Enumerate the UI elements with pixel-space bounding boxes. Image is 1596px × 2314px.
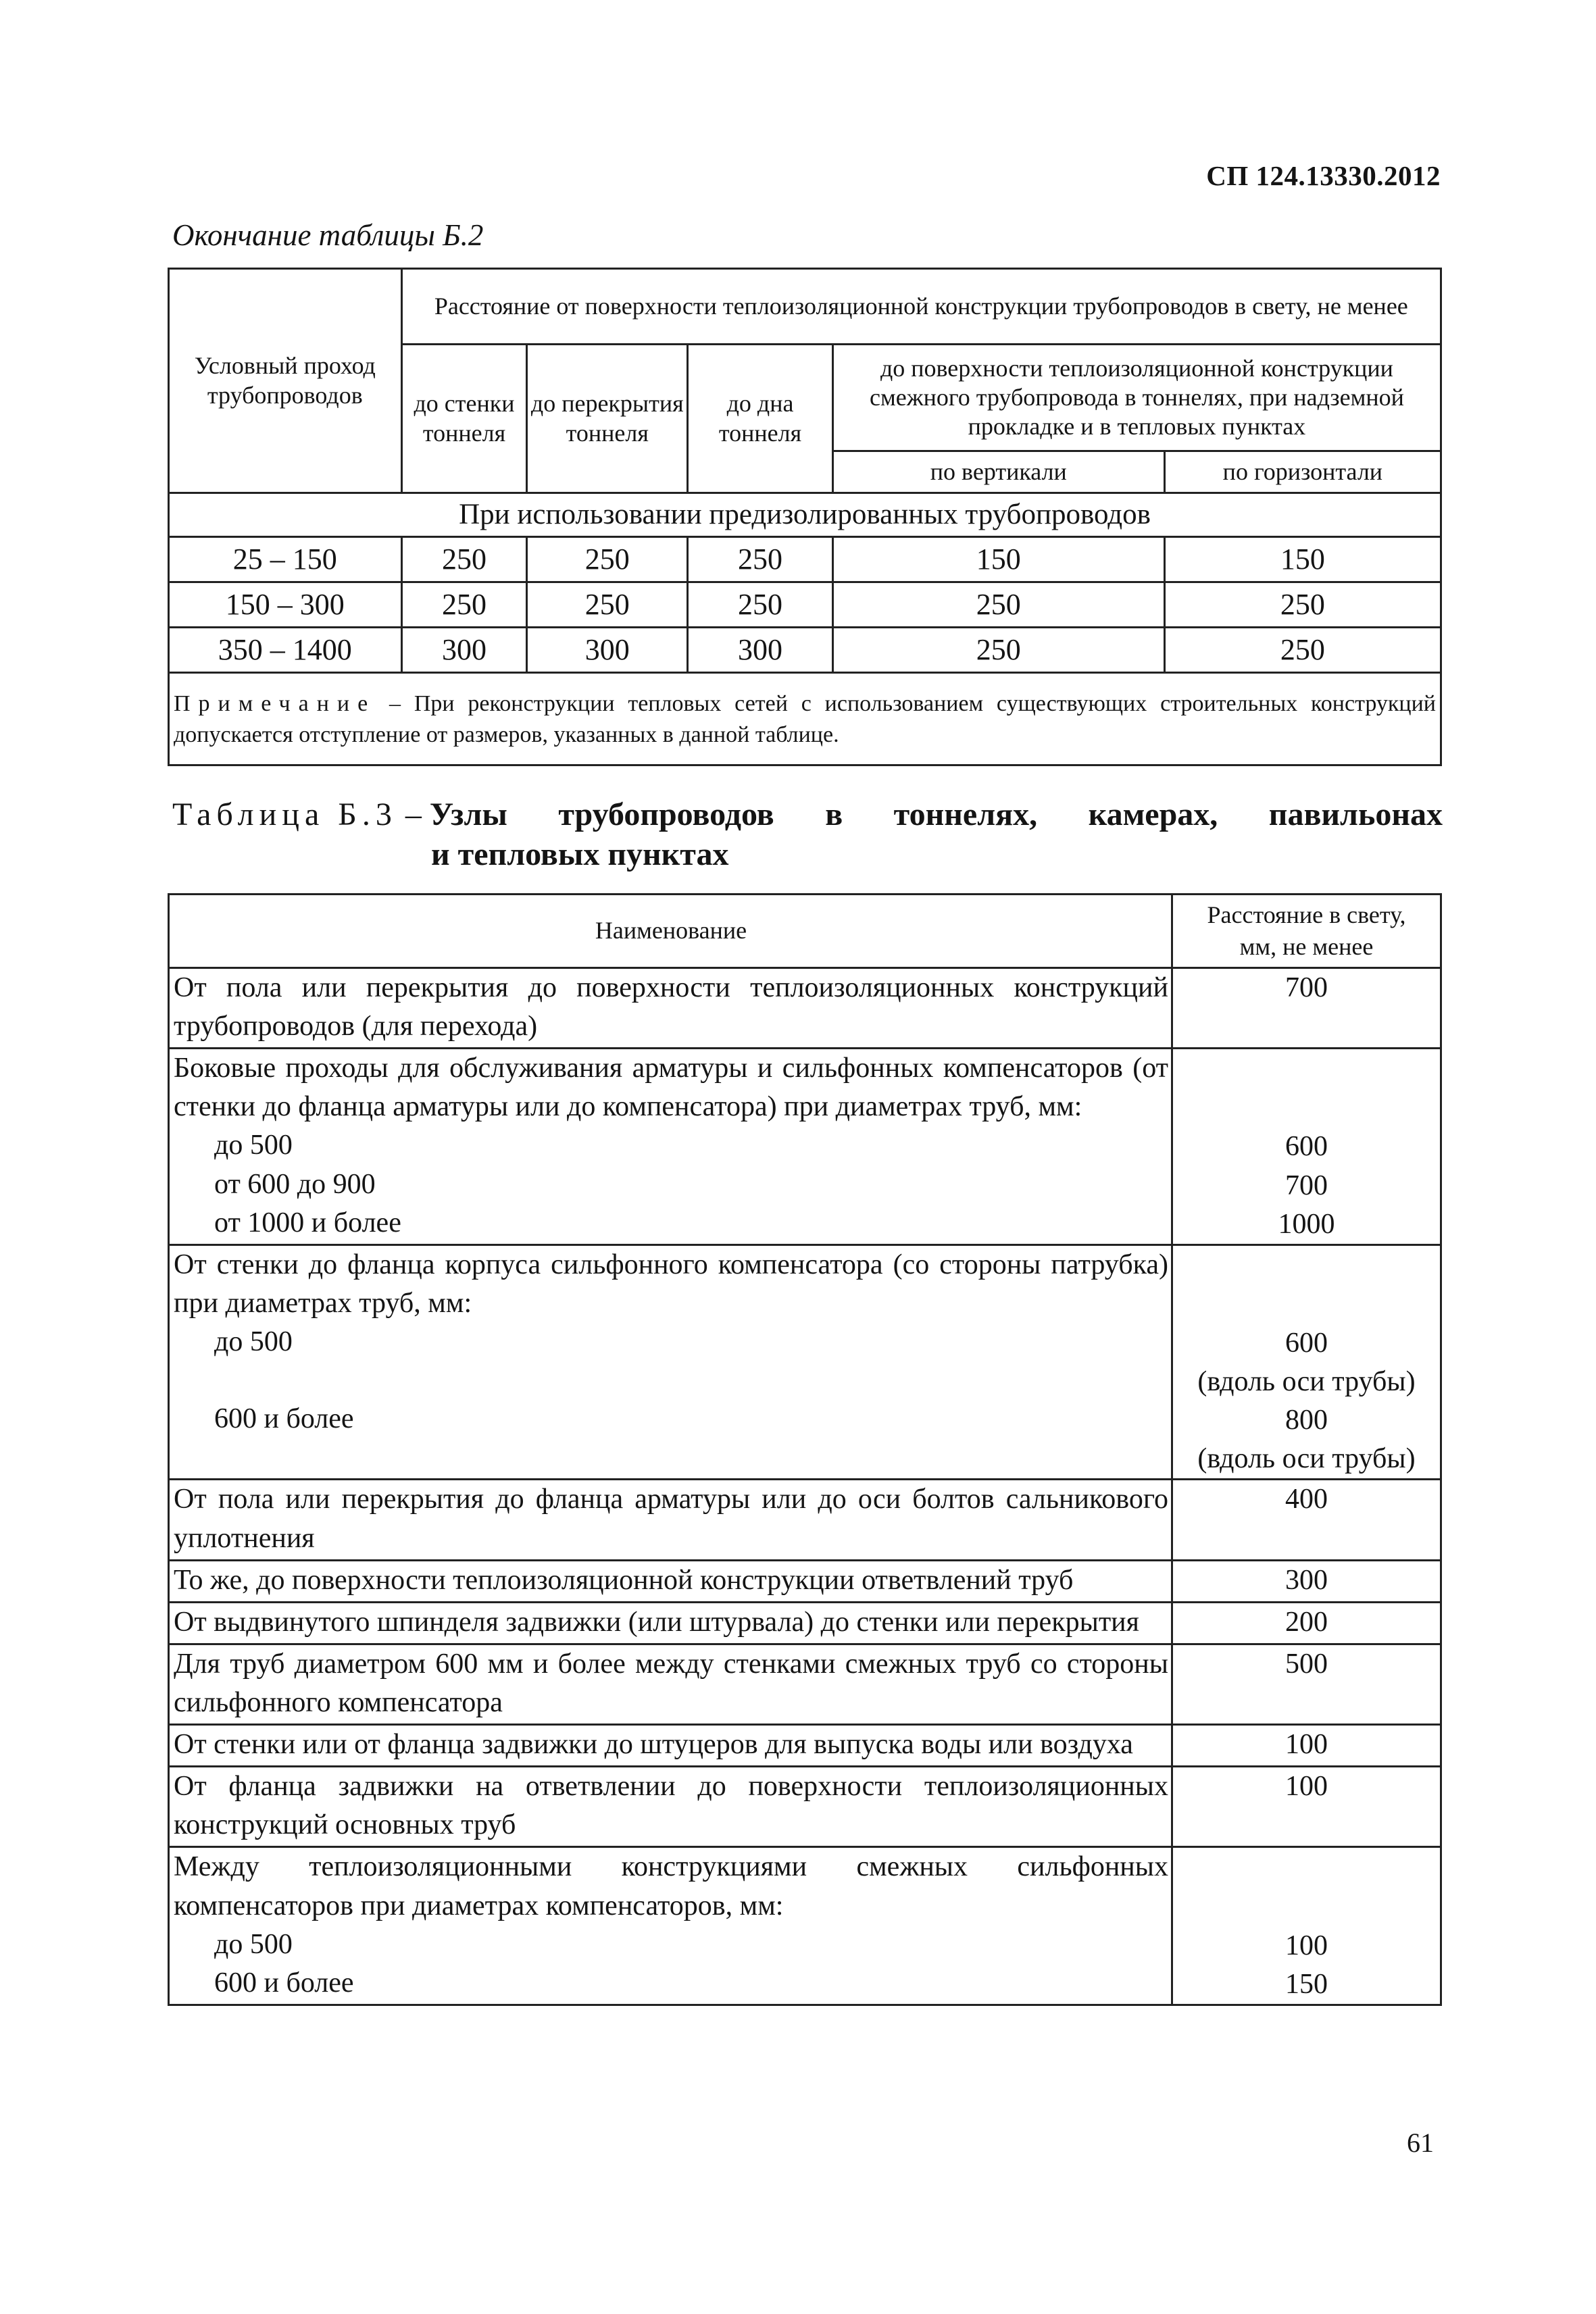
cell-vertical: 250	[832, 628, 1164, 673]
sub-item-label: до 500	[214, 1130, 293, 1161]
cell-diameter: 25 – 150	[169, 537, 402, 582]
sub-item-value: 1000	[1278, 1208, 1335, 1240]
sub-item-value: 100	[1285, 1930, 1328, 1961]
sub-item-spacer	[174, 1438, 1168, 1477]
sub-item-value: 150	[1285, 1968, 1328, 2000]
sub-item-label: от 600 до 900	[214, 1168, 376, 1200]
title-word: тоннелях,	[893, 797, 1038, 832]
col-header-adjacent: до поверхности теплоизоляционной конструкции смежного трубопровода в тоннелях, при надземной прокладке и в тепловых пунктах	[832, 345, 1441, 451]
document-code: СП 124.13330.2012	[1206, 160, 1441, 191]
table-row	[169, 1244, 1441, 1480]
cell-horizontal: 250	[1164, 628, 1441, 673]
title-word: Узлы	[429, 797, 507, 832]
sub-item-note: (вдоль оси трубы)	[1197, 1443, 1416, 1475]
title-dash: –	[397, 797, 430, 832]
table-row	[169, 1767, 1441, 1847]
row-values	[1172, 1049, 1441, 1245]
sub-item-value: 700	[1285, 1169, 1328, 1201]
row-text: То же, до поверхности теплоизоляционной конструкции ответвлений труб	[169, 1560, 1172, 1602]
section-heading: При использовании предизолированных трубопроводов	[169, 493, 1441, 537]
sub-item-value: 600	[1285, 1131, 1328, 1163]
sub-item-label: от 1000 и более	[214, 1207, 401, 1238]
table-row	[169, 968, 1441, 1049]
cell-horizontal: 250	[1164, 582, 1441, 628]
cell-wall: 250	[401, 582, 527, 628]
title-word: в	[825, 797, 843, 832]
row-text: От пола или перекрытия до фланца арматуры или до оси болтов сальникового уплотнения	[169, 1480, 1172, 1560]
row-text: Боковые проходы для обслуживания арматуры и сильфонных компенсаторов (от стенки до фланца арматуры или до компенсатора) при диаметрах труб, мм:	[174, 1053, 1168, 1123]
row-text: От стенки до фланца корпуса сильфонного компенсатора (со стороны патрубка) при диаметрах труб, мм:	[174, 1249, 1168, 1319]
table-row	[169, 537, 1441, 582]
row-value: 400	[1172, 1480, 1441, 1560]
table-b3-label: Таблица Б.3	[172, 797, 397, 832]
col-header-distance	[1172, 895, 1441, 968]
sub-item-label: до 500	[214, 1928, 293, 1960]
table-row	[169, 1480, 1441, 1560]
table-b2	[168, 268, 1442, 766]
row-values	[1172, 1847, 1441, 2005]
table-b3	[168, 893, 1442, 2006]
table-b3-title	[172, 795, 1443, 874]
col-header-distance-line2: мм, не менее	[1239, 933, 1374, 960]
row-value: 200	[1172, 1602, 1441, 1644]
cell-vertical: 150	[832, 537, 1164, 582]
cell-ceiling: 250	[527, 537, 688, 582]
sub-item-label: 600 и более	[214, 1967, 354, 1998]
table-row	[169, 628, 1441, 673]
page-number: 61	[1407, 2128, 1434, 2158]
cell-bottom: 250	[688, 582, 833, 628]
sub-item-value: 600	[1285, 1327, 1328, 1359]
table-row	[169, 1602, 1441, 1644]
table-row	[169, 1049, 1441, 1245]
row-text: От выдвинутого шпинделя задвижки (или штурвала) до стенки или перекрытия	[169, 1602, 1172, 1644]
col-header-name: Наименование	[169, 895, 1172, 968]
table-row	[169, 582, 1441, 628]
col-header-diameter: Условный проход трубопроводов	[169, 269, 402, 493]
col-header-distance-line1: Расстояние в свету,	[1207, 901, 1406, 929]
col-header-horizontal: по горизонтали	[1164, 451, 1441, 493]
sub-item-note: (вдоль оси трубы)	[1197, 1366, 1416, 1398]
row-text: От стенки или от фланца задвижки до штуцеров для выпуска воды или воздуха	[169, 1725, 1172, 1767]
row-value: 500	[1172, 1644, 1441, 1724]
row-text-block	[169, 1049, 1172, 1245]
table-row	[169, 1644, 1441, 1724]
row-text: Между теплоизоляционными конструкциями смежных сильфонных компенсаторов при диаметрах компенсаторов, мм:	[174, 1851, 1168, 1921]
row-text-block	[169, 1847, 1172, 2005]
cell-diameter: 350 – 1400	[169, 628, 402, 673]
title-line-2: и тепловых пунктах	[431, 836, 729, 872]
cell-diameter: 150 – 300	[169, 582, 402, 628]
table-note	[169, 673, 1441, 765]
cell-vertical: 250	[832, 582, 1164, 628]
sub-item-label: до 500	[214, 1326, 293, 1357]
table-row	[169, 1847, 1441, 2005]
table-row	[169, 1560, 1441, 1602]
sub-item-spacer	[174, 1361, 1168, 1400]
col-header-bottom: до дна тоннеля	[688, 345, 833, 493]
note-text: – При реконструкции тепловых сетей с использованием существующих строительных конструкций допускается отступление от размеров, указанных в данной таблице.	[174, 691, 1436, 747]
cell-horizontal: 150	[1164, 537, 1441, 582]
cell-wall: 300	[401, 628, 527, 673]
row-value: 100	[1172, 1767, 1441, 1847]
sub-item-value: 800	[1285, 1405, 1328, 1436]
table-continuation-caption: Окончание таблицы Б.2	[172, 218, 484, 252]
sub-item-label: 600 и более	[214, 1403, 354, 1435]
row-text: От пола или перекрытия до поверхности теплоизоляционных конструкций трубопроводов (для перехода)	[169, 968, 1172, 1049]
row-value: 300	[1172, 1560, 1441, 1602]
col-header-vertical: по вертикали	[832, 451, 1164, 493]
title-word: павильонах	[1268, 797, 1443, 832]
row-text-block	[169, 1244, 1172, 1480]
col-header-ceiling: до перекрытия тоннеля	[527, 345, 688, 493]
cell-bottom: 250	[688, 537, 833, 582]
row-text: Для труб диаметром 600 мм и более между стенками смежных труб со стороны сильфонного компенсатора	[169, 1644, 1172, 1724]
cell-wall: 250	[401, 537, 527, 582]
row-value: 700	[1172, 968, 1441, 1049]
col-header-tunnel-wall: до стенки тоннеля	[401, 345, 527, 493]
title-word: камерах,	[1088, 797, 1218, 832]
col-header-group: Расстояние от поверхности теплоизоляционной конструкции трубопроводов в свету, не менее	[401, 269, 1441, 345]
cell-ceiling: 300	[527, 628, 688, 673]
cell-bottom: 300	[688, 628, 833, 673]
cell-ceiling: 250	[527, 582, 688, 628]
row-text: От фланца задвижки на ответвлении до поверхности теплоизоляционных конструкций основных труб	[169, 1767, 1172, 1847]
note-label: Примечание	[174, 691, 376, 716]
row-value: 100	[1172, 1725, 1441, 1767]
table-row	[169, 1725, 1441, 1767]
title-word: трубопроводов	[558, 797, 774, 832]
row-values	[1172, 1244, 1441, 1480]
